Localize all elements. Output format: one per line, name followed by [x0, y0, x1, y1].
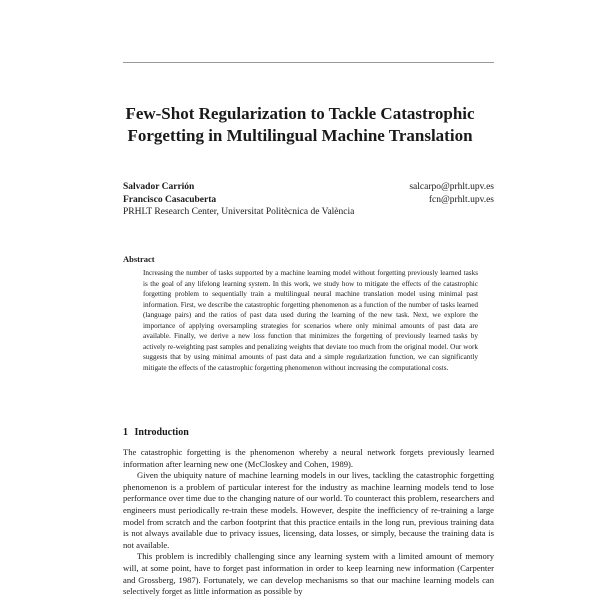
section-number: 1 [123, 427, 128, 438]
introduction-body [123, 447, 494, 598]
affiliation: PRHLT Research Center, Universitat Politècnica de València [123, 207, 355, 218]
author-name: Francisco Casacuberta [123, 194, 217, 205]
paragraph: This problem is incredibly challenging since any learning system with a limited amount of memory will, at some point, have to forget past information in order to keep learning new information (Carpenter and Grossberg, 1987). Fortunately, we can develop mechanisms so that our machine learning models can selectively forget as little information as possible by [123, 551, 494, 597]
paragraph: Given the ubiquity nature of machine learning models in our lives, tackling the catastrophic forgetting phenomenon is a problem of particular interest for the industry as machine learning models tend to lose performance over time due to the changing nature of our world. To counteract this problem, researchers and engineers must periodically re-train these models. However, despite the inefficiency of re-training a large model from scratch and the carbon footprint that this practice entails in the long run, previous training data is not always available due to privacy issues, licensing, data losses, or simply, because the training data is not available. [123, 470, 494, 550]
author-row [123, 194, 494, 207]
author-name: Salvador Carrión [123, 182, 195, 192]
paper-title [100, 103, 500, 147]
author-email: fcn@prhlt.upv.es [428, 194, 494, 205]
author-row [123, 181, 494, 194]
abstract-heading: Abstract [123, 254, 155, 264]
title-line-2: Forgetting in Multilingual Machine Translation [127, 126, 473, 145]
section-heading [123, 427, 189, 438]
paragraph: The catastrophic forgetting is the phenomenon whereby a neural network forgets previously learned information after learning new one (McCloskey and Cohen, 1989). [123, 447, 494, 469]
abstract-text: Increasing the number of tasks supported by a machine learning model without forgetting previously learned tasks is the goal of any lifelong learning system. In this work, we study how to mitigate the effects of the catastrophic forgetting problem to sequentially train a multilingual neural machine translation model using minimal past information. First, we describe the catastrophic forgetting phenomenon as a function of the number of tasks learned (language pairs) and the ratios of past data used during the learning of the new task. Next, we explore the importance of applying oversampling strategies for scenarios where only minimal amounts of past data are available. Finally, we derive a new loss function that minimizes the forgetting of previously learned tasks by actively re-weighting past samples and penalizing weights that deviate too much from the original model. Our work suggests that by using minimal amounts of past data and a simple regularization function, we can significantly mitigate the effects of the catastrophic forgetting phenomenon without increasing the computational costs. [143, 269, 478, 372]
top-rule [123, 62, 494, 63]
author-block [123, 181, 494, 219]
section-title: Introduction [134, 427, 189, 438]
author-email: salcarpo@prhlt.upv.es [409, 182, 494, 192]
title-line-1: Few-Shot Regularization to Tackle Catastrophic [125, 104, 475, 123]
